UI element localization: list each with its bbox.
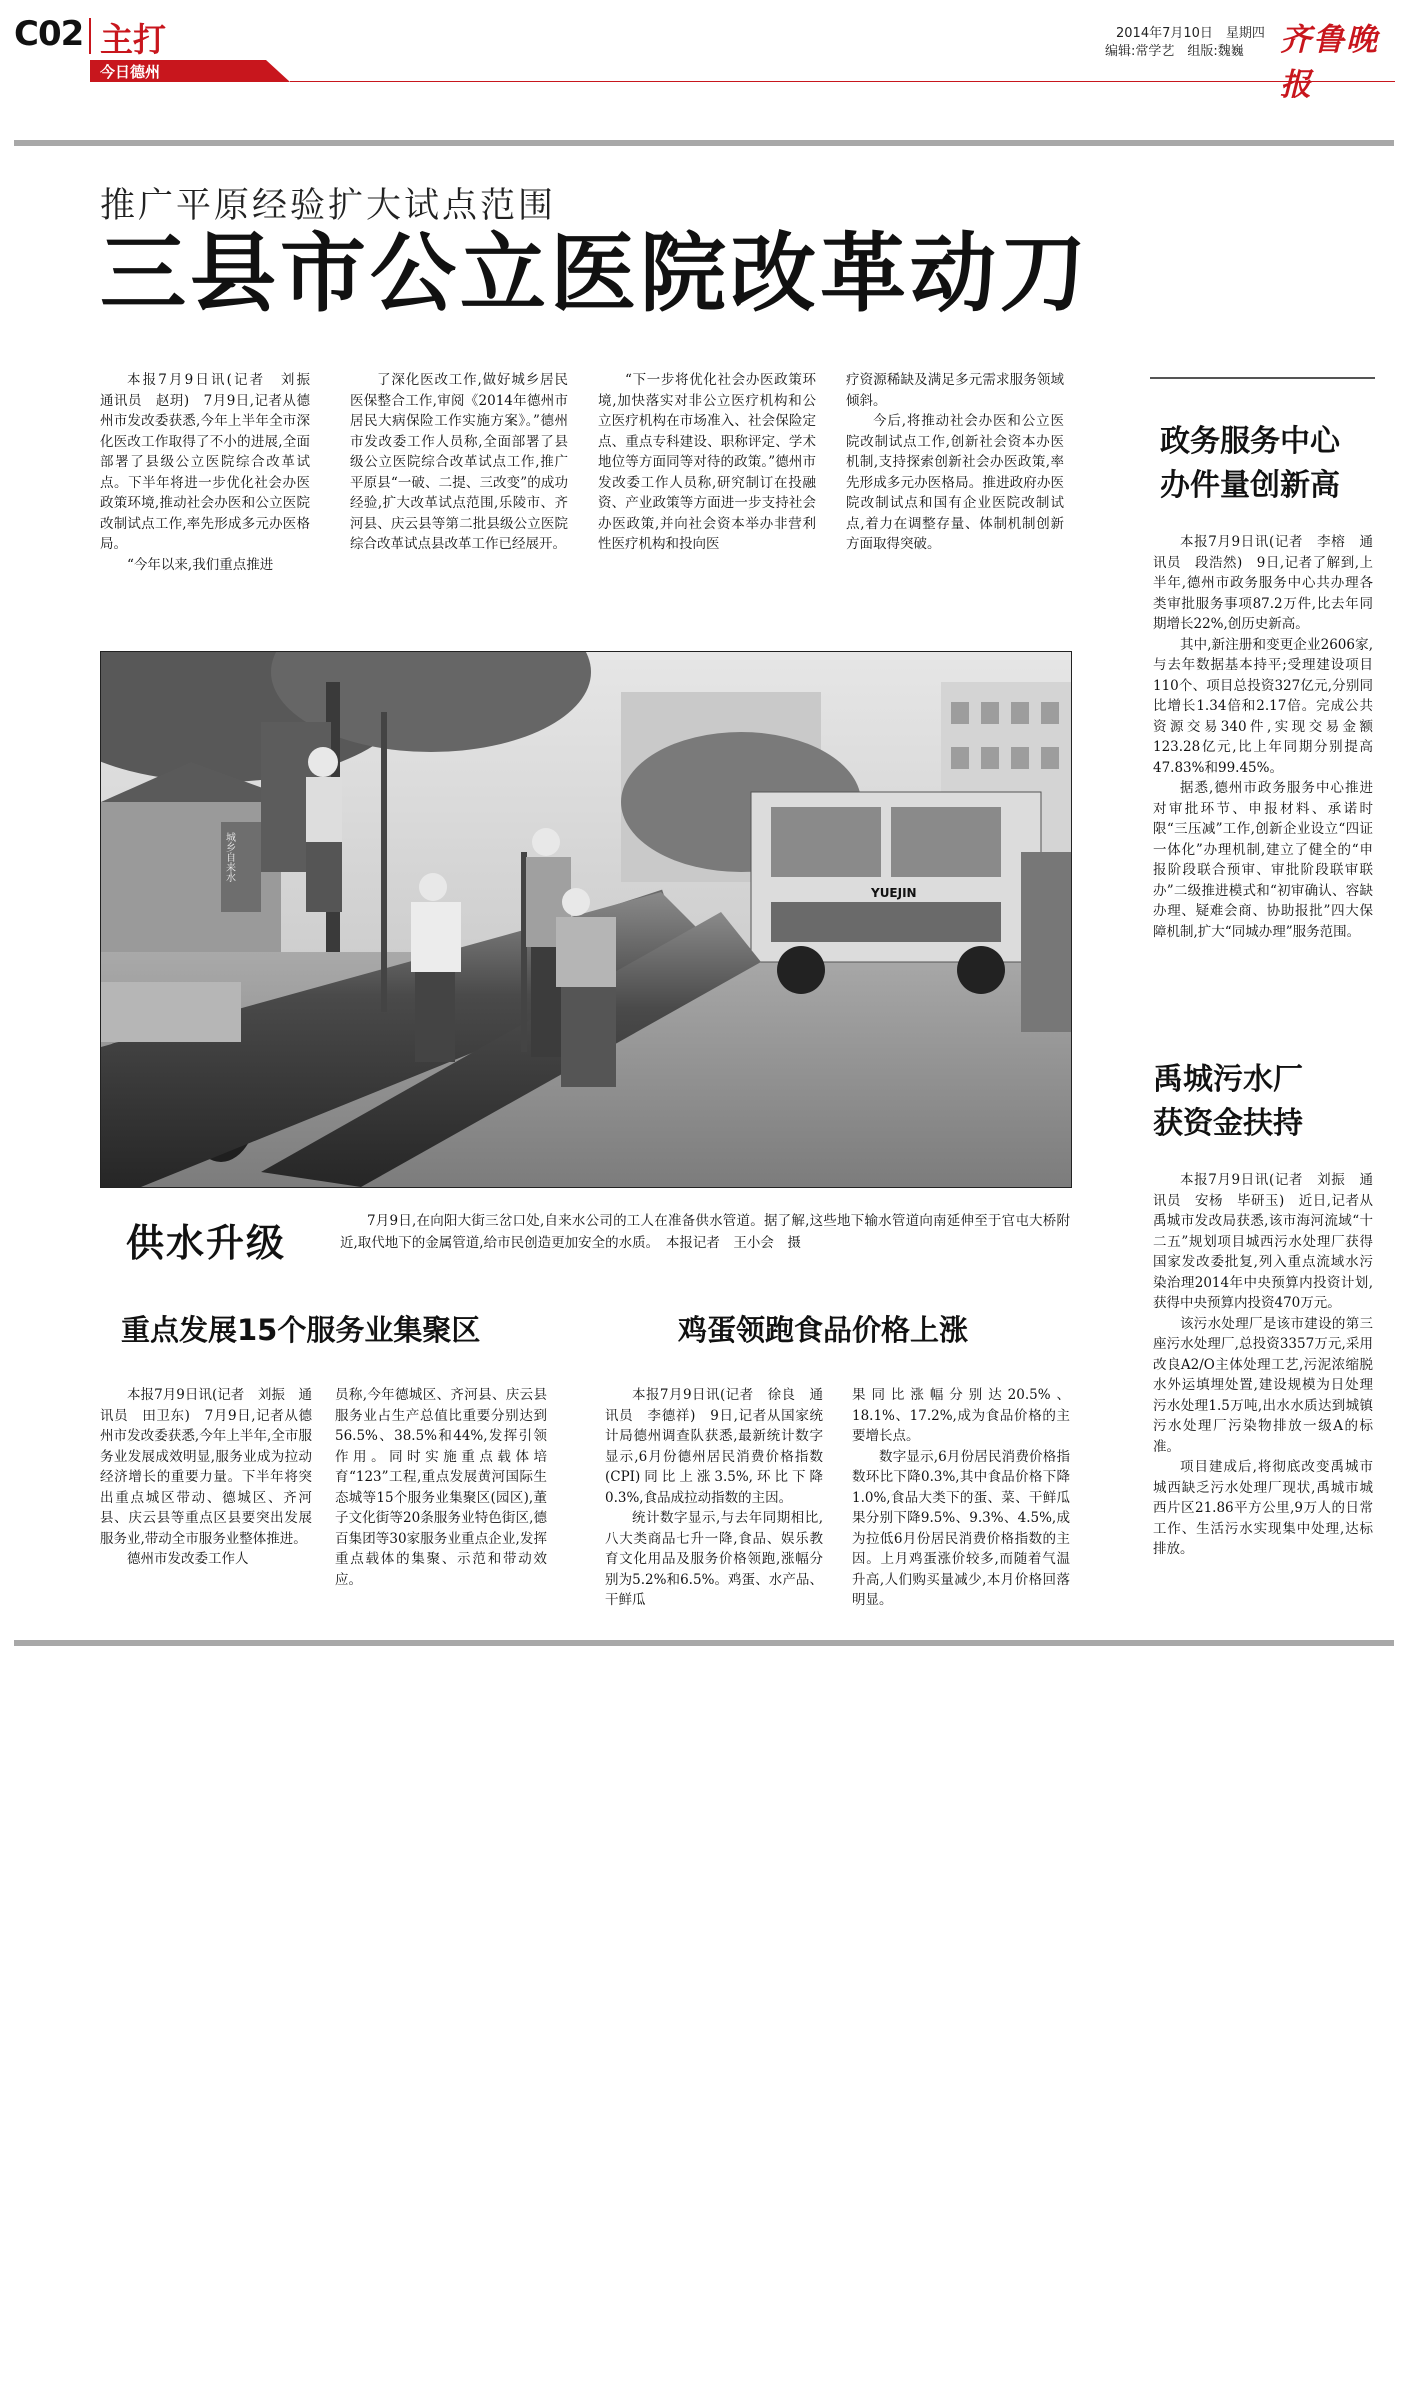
paragraph: “下一步将优化社会办医政策环境,加快落实对非公立医疗机构和公立医疗机构在市场准入、社会保险定点、重点专科建设、职称评定、学术地位等方面同等对待的政策。”德州市发改委工作人员称,研究制订在投融资、产业政策等方面进一步支持社会办医政策,并向社会资本举办非营利性医疗机构和投向医 (598, 372, 816, 552)
sidebar-top-rule (1150, 377, 1375, 379)
story-service-headline: 重点发展15个服务业集聚区 (121, 1313, 481, 1347)
photo-title: 供水升级 (126, 1221, 287, 1265)
paragraph: 数字显示,6月份居民消费价格指数环比下降0.3%,其中食品价格下降1.0%,食品大类下的蛋、菜、干鲜瓜果分别下降9.5%、9.3%、4.5%,成为拉低6月份居民消费价格指数的主因。上月鸡蛋涨价较多,而随着气温升高,人们购买量减少,本月价格回落明显。 (852, 1448, 1070, 1608)
paragraph: 该污水处理厂是该市建设的第三座污水处理厂,总投资3357万元,采用改良A2/O主体处理工艺,污泥浓缩脱水外运填埋处置,建设规模为日处理污水处理1.5万吨,出水水质达到城镇污水处理厂污染物排放一级A的标准。 (1153, 1315, 1373, 1455)
sidebar-gov-headline-line-2: 办件量创新高 (1160, 468, 1340, 503)
lead-headline: 三县市公立医院改革动刀 (100, 224, 1090, 324)
paragraph: 本报7月9日讯(记者 刘振 通讯员 田卫东) 7月9日,记者从德州市发改委获悉,今年上半年,全市服务业发展成效明显,服务业成为拉动经济增长的重要力量。下半年将突出重点城区带动、德城区、齐河县、庆云县等重点区县要突出发展服务业,带动全市服务业整体推进。 (100, 1387, 312, 1547)
lead-kicker: 推广平原经验扩大试点范围 (100, 186, 557, 226)
story-service-column-2 (335, 1385, 547, 1590)
story-service-column-1 (100, 1385, 312, 1570)
paragraph: 果同比涨幅分别达20.5%、18.1%、17.2%,成为食品价格的主要增长点。 (852, 1387, 1070, 1444)
bottom-divider (14, 1640, 1394, 1646)
sidebar-water-headline (1153, 1058, 1383, 1146)
editor-credits: 编辑:常学艺 组版:魏巍 (1105, 44, 1244, 59)
paragraph: 了深化医改工作,做好城乡居民医保整合工作,审阅《2014年德州市居民大病保险工作实施方案》。”德州市发改委工作人员称,全面部署了县级公立医院综合改革试点工作,推广平原县“一破、二提、三改变”的成功经验,扩大改革试点范围,乐陵市、齐河县、庆云县等第二批县级公立医院综合改革试点县改革工作已经展开。 (350, 372, 568, 552)
paragraph: 员称,今年德城区、齐河县、庆云县服务业占生产总值比重要分别达到56.5%、38.5%和44%,发挥引领作用。同时实施重点载体培育“123”工程,重点发展黄河国际生态城等15个服务业集聚区(园区),董子文化街等20条服务业特色街区,德百集团等30家服务业重点企业,发挥重点载体的集聚、示范和带动效应。 (335, 1387, 547, 1588)
story-eggs-column-2 (852, 1385, 1070, 1611)
sidebar-gov-body (1153, 532, 1373, 942)
paragraph: 据悉,德州市政务服务中心推进对审批环节、申报材料、承诺时限“三压减”工作,创新企业设立“四证一体化”办理机制,建立了健全的“申报阶段联合预审、审批阶段联审联办”二级推进模式和“初审确认、容缺办理、疑难会商、协助报批”四大保障机制,扩大“同城办理”服务范围。 (1153, 780, 1373, 940)
paragraph: 疗资源稀缺及满足多元需求服务领域倾斜。 (846, 372, 1064, 409)
paragraph: 其中,新注册和变更企业2606家,与去年数据基本持平;受理建设项目110个、项目总投资327亿元,分别同比增长1.34倍和2.17倍。完成公共资源交易340件,实现交易金额123.28亿元,比上年同期分别提高47.83%和99.45%。 (1153, 636, 1373, 776)
truck-brand-text: YUEJIN (871, 886, 917, 900)
sidebar-gov-headline (1160, 420, 1390, 508)
paragraph: 本报7月9日讯(记者 刘振 通讯员 赵玥) 7月9日,记者从德州市发改委获悉,今年上半年全市深化医改工作取得了不小的进展,全面部署了县级公立医院综合改革试点。下半年将进一步优化社会办医政策环境,推动社会办医和公立医院改制试点工作,率先形成多元办医格局。 (100, 372, 324, 552)
header-thin-rule (290, 81, 1395, 82)
lead-column-1 (100, 370, 324, 575)
paragraph: 今后,将推动社会办医和公立医院改制试点工作,创新社会资本办医机制,支持探索创新社会办医政策,率先形成多元办医格局。推进政府办医院改制试点和国有企业医院改制试点,着力在调整存量、体制机制创新方面取得突破。 (846, 413, 1064, 552)
paragraph: “今年以来,我们重点推进 (127, 556, 274, 573)
newspaper-logo: 齐鲁晚报 (1280, 22, 1379, 103)
story-eggs-column-1 (605, 1385, 823, 1611)
sidebar-water-headline-line-1: 禹城污水厂 (1153, 1062, 1303, 1097)
news-photo (100, 651, 1072, 1188)
photo-illustration (101, 652, 1071, 1187)
section-title: 主打 (100, 20, 166, 59)
paragraph: 本报7月9日讯(记者 徐良 通讯员 李德祥) 9日,记者从国家统计局德州调查队获悉,最新统计数字显示,6月份德州居民消费价格指数(CPI)同比上涨3.5%,环比下降0.3%,食品成拉动指数的主因。 (605, 1387, 823, 1506)
paragraph: 本报7月9日讯(记者 刘振 通讯员 安杨 毕研玉) 近日,记者从禹城市发改局获悉,该市海河流域“十二五”规划项目城西污水处理厂获得国家发改委批复,列入重点流域水污染治理2014年中央预算内投资计划,获得中央预算内投资470万元。 (1153, 1172, 1373, 1311)
photo-caption: 7月9日,在向阳大街三岔口处,自来水公司的工人在准备供水管道。据了解,这些地下输水管道向南延伸至于官屯大桥附近,取代地下的金属管道,给市民创造更加安全的水质。 本报记者 王小会 摄 (340, 1213, 1070, 1251)
sidebar-water-body (1153, 1170, 1373, 1560)
subsection-label: 今日德州 (100, 63, 161, 81)
page-header (0, 0, 1409, 103)
paragraph: 德州市发改委工作人 (127, 1551, 249, 1567)
paragraph: 项目建成后,将彻底改变禹城市城西缺乏污水处理厂现状,禹城市城西片区21.86平方公里,9万人的日常工作、生活污水实现集中处理,达标排放。 (1153, 1459, 1373, 1557)
paragraph: 统计数字显示,与去年同期相比,八大类商品七升一降,食品、娱乐教育文化用品及服务价格领跑,涨幅分别为5.2%和6.5%。鸡蛋、水产品、干鲜瓜 (605, 1510, 823, 1608)
lead-column-4 (846, 370, 1064, 555)
issue-date: 2014年7月10日 星期四 (1116, 26, 1265, 41)
paragraph: 本报7月9日讯(记者 李榕 通讯员 段浩然) 9日,记者了解到,上半年,德州市政务服务中心共办理各类审批服务事项87.2万件,比去年同期增长22%,创历史新高。 (1153, 534, 1373, 632)
sign-text: 城乡自来水 (223, 832, 235, 882)
lead-column-2 (350, 370, 568, 555)
lead-column-3 (598, 370, 816, 555)
section-divider (89, 18, 91, 54)
page-code: C02 (14, 14, 84, 54)
top-divider (14, 140, 1394, 146)
sidebar-gov-headline-line-1: 政务服务中心 (1160, 424, 1340, 459)
story-eggs-headline: 鸡蛋领跑食品价格上涨 (678, 1313, 969, 1347)
sidebar-water-headline-line-2: 获资金扶持 (1153, 1106, 1303, 1141)
